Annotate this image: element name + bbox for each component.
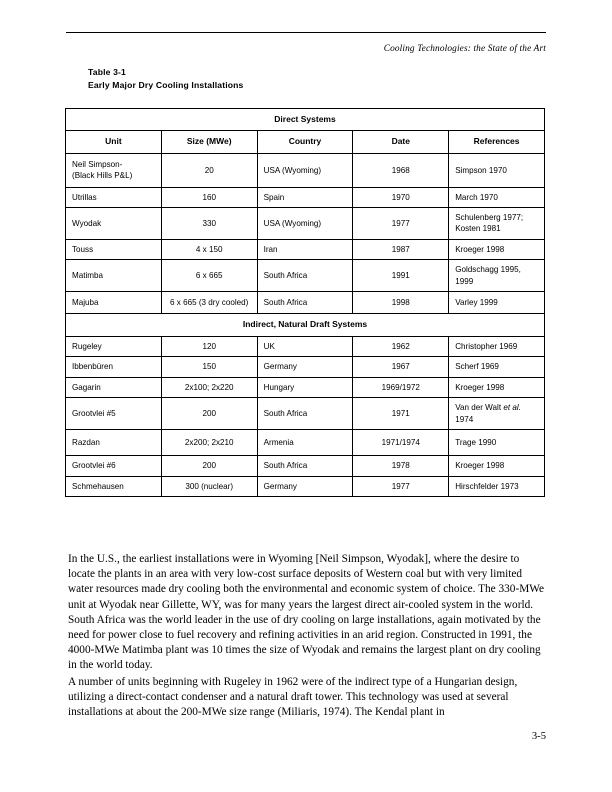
cell-date: 1962 [353, 336, 449, 356]
cell-country: Iran [257, 239, 353, 259]
cell-size: 150 [161, 357, 257, 377]
cell-size: 6 x 665 (3 dry cooled) [161, 292, 257, 314]
cell-size: 300 (nuclear) [161, 476, 257, 496]
cell-references: Kroeger 1998 [449, 456, 545, 476]
cell-unit: Majuba [66, 292, 162, 314]
section-header-label: Direct Systems [274, 114, 336, 124]
cell-date: 1977 [353, 476, 449, 496]
body-paragraph-2: A number of units beginning with Rugeley in 1962 were of the indirect type of a Hungarian design, utilizing a direct-contact condenser and a natural draft tower. This technology was used at several installations at about the 200-MWe size range (Miliaris, 1974). The Kendal plant in [68, 676, 518, 719]
cell-unit: Matimba [66, 260, 162, 292]
cell-country: South Africa [257, 398, 353, 430]
table-row [66, 398, 545, 430]
cell-size: 200 [161, 456, 257, 476]
cell-references: Schulenberg 1977; Kosten 1981 [449, 208, 545, 240]
cell-unit: Neil Simpson- (Black Hills P&L) [66, 153, 162, 187]
cell-unit: Grootvlei #6 [66, 456, 162, 476]
cell-size: 20 [161, 153, 257, 187]
cell-country: USA (Wyoming) [257, 208, 353, 240]
cell-date: 1987 [353, 239, 449, 259]
table-row [66, 260, 545, 292]
table-row [66, 377, 545, 397]
cell-date: 1998 [353, 292, 449, 314]
cell-references: Kroeger 1998 [449, 377, 545, 397]
table-row [66, 208, 545, 240]
cell-references: Kroeger 1998 [449, 239, 545, 259]
cell-references: Trage 1990 [449, 429, 545, 455]
cell-size: 2x100; 2x220 [161, 377, 257, 397]
body-paragraph-1: In the U.S., the earliest installations were in Wyoming [Neil Simpson, Wyodak], where the desire to locate the plants in an area with very low-cost surface deposits of Western coal but with very limited water resources made dry cooling both the environmental and economic system of choice. The 330-MWe unit at Wyodak near Gillette, WY, was for many years the largest direct air-cooled system in the world. South Africa was the world leader in the use of dry cooling on large installations, again motivated by the need for power close to fuel recovery and refining activities in an arid region. Constructed in 1991, the 4000-MWe Matimba plant was 10 times the size of Wyodak and remains the largest plant on dry cooling in the world today. [68, 553, 545, 671]
cell-size: 200 [161, 398, 257, 430]
running-head: Cooling Technologies: the State of the Art [383, 44, 546, 54]
et-al-italic: et al. [503, 403, 521, 413]
cell-date: 1991 [353, 260, 449, 292]
column-header-unit: Unit [66, 131, 162, 153]
cell-references: Hirschfelder 1973 [449, 476, 545, 496]
cell-unit: Rugeley [66, 336, 162, 356]
table-row [66, 429, 545, 455]
cell-country: Armenia [257, 429, 353, 455]
cell-date: 1969/1972 [353, 377, 449, 397]
cell-date: 1970 [353, 187, 449, 207]
cell-country: Spain [257, 187, 353, 207]
section-header-row [66, 314, 545, 336]
cell-references [449, 398, 545, 430]
cell-country: USA (Wyoming) [257, 153, 353, 187]
cell-references: Scherf 1969 [449, 357, 545, 377]
table-caption-title: Early Major Dry Cooling Installations [88, 80, 244, 91]
cell-references: Christopher 1969 [449, 336, 545, 356]
cell-country: Germany [257, 357, 353, 377]
section-header-cell [66, 314, 545, 336]
cell-country: UK [257, 336, 353, 356]
cell-country: Germany [257, 476, 353, 496]
cell-unit: Ibbenbüren [66, 357, 162, 377]
column-header-row [66, 131, 545, 153]
cell-unit: Razdan [66, 429, 162, 455]
table-row [66, 476, 545, 496]
column-header-date: Date [353, 131, 449, 153]
cell-unit: Grootvlei #5 [66, 398, 162, 430]
cell-size: 120 [161, 336, 257, 356]
column-header-references: References [449, 131, 545, 153]
table-row [66, 187, 545, 207]
section-header-row [66, 109, 545, 131]
early-dry-cooling-installations-table [65, 108, 545, 497]
table-row [66, 456, 545, 476]
cell-country: Hungary [257, 377, 353, 397]
cell-unit: Wyodak [66, 208, 162, 240]
cell-references: March 1970 [449, 187, 545, 207]
cell-unit: Utrillas [66, 187, 162, 207]
cell-country: South Africa [257, 456, 353, 476]
section-header-cell [66, 109, 545, 131]
cell-date: 1971/1974 [353, 429, 449, 455]
cell-date: 1967 [353, 357, 449, 377]
cell-date: 1968 [353, 153, 449, 187]
page-number: 3-5 [531, 731, 546, 742]
table-caption-number: Table 3-1 [88, 67, 126, 77]
cell-size: 2x200; 2x210 [161, 429, 257, 455]
column-header-size: Size (MWe) [161, 131, 257, 153]
cell-date: 1971 [353, 398, 449, 430]
cell-size: 6 x 665 [161, 260, 257, 292]
table-row [66, 239, 545, 259]
cell-country: South Africa [257, 292, 353, 314]
column-header-country: Country [257, 131, 353, 153]
cell-country: South Africa [257, 260, 353, 292]
cell-size: 160 [161, 187, 257, 207]
table-row [66, 153, 545, 187]
cell-references: Goldschagg 1995, 1999 [449, 260, 545, 292]
reference-with-et-al: Van der Walt et al. 1974 [455, 403, 521, 424]
header-rule [66, 32, 546, 33]
cell-date: 1978 [353, 456, 449, 476]
section-header-label: Indirect, Natural Draft Systems [242, 319, 368, 330]
cell-unit: Schmehausen [66, 476, 162, 496]
cell-references: Simpson 1970 [449, 153, 545, 187]
table-caption [88, 66, 244, 93]
table-row [66, 336, 545, 356]
cell-unit: Touss [66, 239, 162, 259]
cell-size: 4 x 150 [161, 239, 257, 259]
cell-references: Varley 1999 [449, 292, 545, 314]
cell-date: 1977 [353, 208, 449, 240]
table-body [66, 109, 545, 497]
cell-size: 330 [161, 208, 257, 240]
cell-unit: Gagarin [66, 377, 162, 397]
table-row [66, 357, 545, 377]
table-row [66, 292, 545, 314]
